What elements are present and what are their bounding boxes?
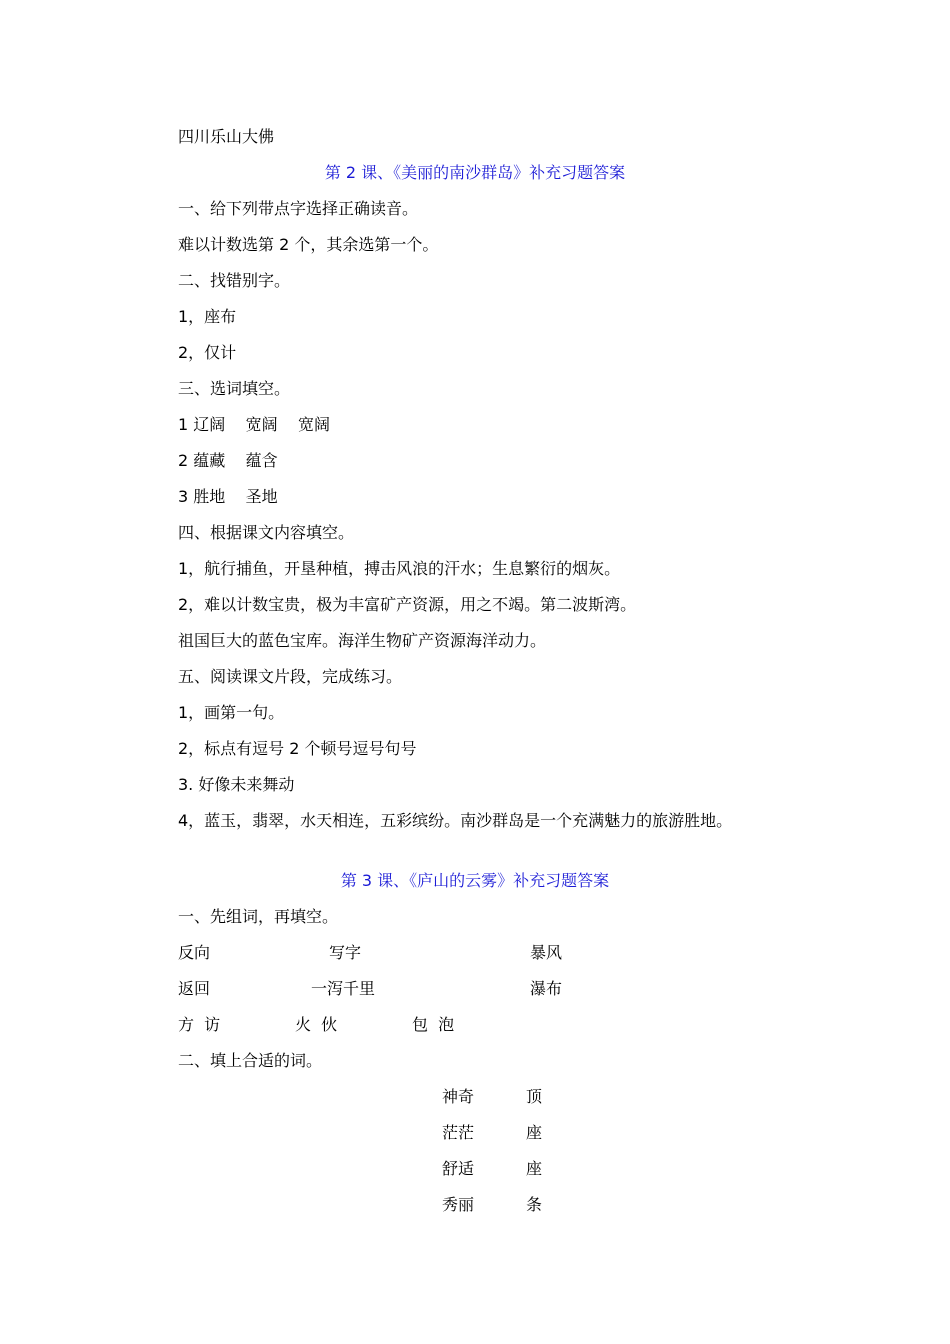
lesson2-line: 4，蓝玉，翡翠，水天相连，五彩缤纷。南沙群岛是一个充满魅力的旅游胜地。 <box>178 811 733 830</box>
lesson2-line: 1 辽阔 宽阔 宽阔 <box>178 415 330 434</box>
pair-word: 座 <box>526 1159 543 1178</box>
lesson2-line: 3 胜地 圣地 <box>178 487 278 506</box>
lesson2-line: 五、阅读课文片段，完成练习。 <box>178 667 403 686</box>
pair-word: 座 <box>526 1123 543 1142</box>
pair-word: 茫茫 <box>442 1123 475 1142</box>
lesson2-line: 一、给下列带点字选择正确读音。 <box>178 199 419 218</box>
word-cell: 暴风 <box>530 943 563 962</box>
lesson2-line: 1，画第一句。 <box>178 703 285 722</box>
pair-word: 舒适 <box>442 1159 475 1178</box>
lesson3-section2-heading: 二、填上合适的词。 <box>178 1051 323 1070</box>
lesson2-line: 2，难以计数宝贵，极为丰富矿产资源，用之不竭。第二波斯湾。 <box>178 595 637 614</box>
intro-text: 四川乐山大佛 <box>178 127 275 146</box>
lesson3-title: 第 3 课、《庐山的云雾》补充习题答案 <box>340 871 610 890</box>
word-cell: 反向 <box>178 943 211 962</box>
pair-word: 条 <box>526 1195 543 1214</box>
lesson2-line: 2，仅计 <box>178 343 237 362</box>
word-cell: 一泻千里 <box>311 979 376 998</box>
word-cell: 包 泡 <box>412 1015 455 1034</box>
pair-word: 秀丽 <box>442 1195 475 1214</box>
word-cell: 火 伙 <box>295 1015 338 1034</box>
word-cell: 写字 <box>329 943 362 962</box>
pair-word: 顶 <box>526 1087 543 1106</box>
pair-word: 神奇 <box>442 1087 475 1106</box>
word-cell: 瀑布 <box>530 979 563 998</box>
lesson2-line: 2 蕴藏 蕴含 <box>178 451 278 470</box>
word-cell: 方 访 <box>178 1015 221 1034</box>
lesson2-line: 祖国巨大的蓝色宝库。海洋生物矿产资源海洋动力。 <box>178 631 547 650</box>
lesson2-title: 第 2 课、《美丽的南沙群岛》补充习题答案 <box>324 163 626 182</box>
lesson2-line: 1，座布 <box>178 307 237 326</box>
lesson2-line: 1，航行捕鱼，开垦种植，搏击风浪的汗水；生息繁衍的烟灰。 <box>178 559 621 578</box>
lesson3-section1-heading: 一、先组词，再填空。 <box>178 907 339 926</box>
lesson2-line: 四、根据课文内容填空。 <box>178 523 355 542</box>
lesson2-line: 二、找错别字。 <box>178 271 291 290</box>
lesson2-line: 难以计数选第 2 个，其余选第一个。 <box>178 235 439 254</box>
word-cell: 返回 <box>178 979 211 998</box>
lesson2-line: 2，标点有逗号 2 个顿号逗号句号 <box>178 739 417 758</box>
lesson2-line: 3. 好像未来舞动 <box>178 775 295 794</box>
lesson2-line: 三、选词填空。 <box>178 379 291 398</box>
